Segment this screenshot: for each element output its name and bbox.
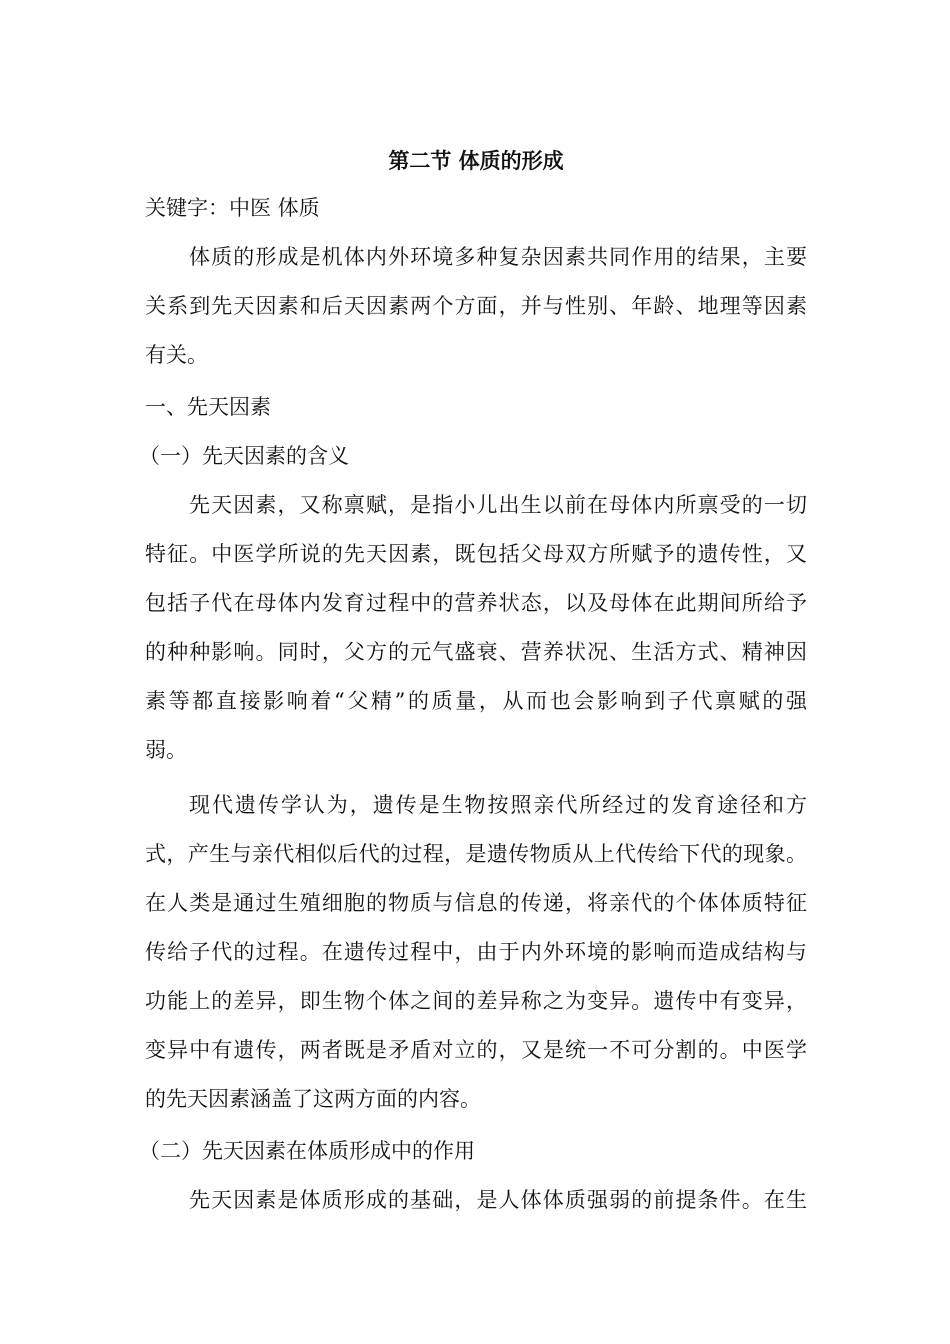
paragraph-line: 有关。 [145,343,208,367]
section-title: 第二节 体质的形成 [388,149,564,173]
document-page [139,0,807,1344]
paragraph-line: 变异中有遗传，两者既是矛盾对立的，又是统一不可分割的。中医学 [145,1038,807,1062]
paragraph-line: 的先天因素涵盖了这两方面的内容。 [145,1087,481,1111]
paragraph-line: 弱。 [145,738,187,762]
paragraph-line: 素等都直接影响着“父精”的质量，从而也会影响到子代禀赋的强 [145,689,807,713]
paragraph-line: 包括子代在母体内发育过程中的营养状态，以及母体在此期间所给予 [145,591,807,615]
paragraph-line: 关系到先天因素和后天因素两个方面，并与性别、年龄、地理等因素 [145,294,807,318]
paragraph-line: 功能上的差异，即生物个体之间的差异称之为变异。遗传中有变异， [145,989,807,1013]
keywords-line: 关键字：中医 体质 [145,196,320,220]
paragraph-line: 传给子代的过程。在遗传过程中，由于内外环境的影响而造成结构与 [145,940,807,964]
paragraph-line: 先天因素，又称禀赋，是指小儿出生以前在母体内所禀受的一切 [189,493,807,517]
paragraph-line: 体质的形成是机体内外环境多种复杂因素共同作用的结果，主要 [189,245,807,269]
heading-level-1: 一、先天因素 [145,395,271,419]
paragraph-line: 先天因素是体质形成的基础，是人体体质强弱的前提条件。在生 [189,1188,807,1212]
paragraph-line: 在人类是通过生殖细胞的物质与信息的传递，将亲代的个体体质特征 [145,891,807,915]
paragraph-line: 的种种影响。同时，父方的元气盛衰、营养状况、生活方式、精神因 [145,640,807,664]
paragraph-line: 现代遗传学认为，遗传是生物按照亲代所经过的发育途径和方 [189,793,807,817]
heading-level-2: （二）先天因素在体质形成中的作用 [139,1139,475,1163]
paragraph-line: 特征。中医学所说的先天因素，既包括父母双方所赋予的遗传性，又 [145,542,807,566]
paragraph-line: 式，产生与亲代相似后代的过程，是遗传物质从上代传给下代的现象。 [145,842,807,866]
heading-level-2: （一）先天因素的含义 [139,444,349,468]
